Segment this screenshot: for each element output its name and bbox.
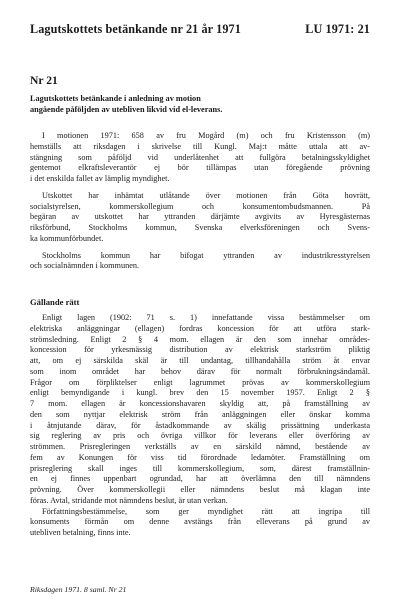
text-line: att, om ej särskilda skäl är till undantag, tillhandahålla ström åt envar bbox=[30, 356, 370, 365]
text-line: i det enskilda fallet av lämplig myndighet. bbox=[30, 174, 170, 183]
text-line: och socialnämnden i kommunen. bbox=[30, 261, 140, 271]
text-line: riksförbund, Stockholms kommun, Svenska elverksföreningen och Svens- bbox=[30, 223, 370, 232]
text-line: prisreglering skall inges till kommerskollegium, som, därest framställnin- bbox=[30, 463, 370, 473]
text-line: 7 mom. ellagen är koncessionshavaren skyldig att, på framställning av bbox=[30, 399, 370, 408]
text-line: som inom området har behov därav för normalt förbrukningsändamål. bbox=[30, 366, 370, 376]
section-heading: Gällande rätt bbox=[30, 297, 80, 307]
title-line: angående påföljden av utebliven likvid vid el-leverans. bbox=[30, 104, 223, 114]
text-line: strömsledning. Enligt 2 § 4 mom. ellagen är den som innehar områdes- bbox=[30, 334, 370, 344]
text-line: stängning som påföljd vid underlåtenhet att fullgöra betalningsskyldighet bbox=[30, 152, 370, 162]
text-line: Stockholms kommun har bifogat yttranden av industrikresstyrelsen bbox=[42, 250, 370, 260]
header-title: Lagutskottets betänkande nr 21 år 1971 bbox=[30, 22, 241, 36]
text-line: prövning. Över kommerskollegii eller nämndens beslut må klagan inte bbox=[30, 485, 370, 494]
paragraph bbox=[30, 191, 370, 245]
title-line: Lagutskottets betänkande i anledning av motion bbox=[30, 94, 201, 103]
text-line: föras. Avtal, stridande mot nämndens beslut, är utan verkan. bbox=[30, 495, 228, 505]
text-line: elektriska anläggningar (ellagen) fordras koncession för att utföra stark- bbox=[30, 323, 370, 333]
text-line: sig reglering av pris och övriga villkor för leverans eller överföring av bbox=[30, 431, 370, 441]
text-line: koncession för yrkesmässig distribution av elektrisk starkström pliktig bbox=[30, 345, 370, 355]
text-line: den som nyttjar elektrisk ström från anläggningen eller önskar komma bbox=[30, 409, 370, 419]
text-line: hemställs att riksdagen i skrivelse till Kungl. Maj:t måtte uttala att av- bbox=[30, 141, 370, 151]
text-line: Enligt lagen (1902: 71 s. 1) innefattande vissa bestämmelser om bbox=[42, 313, 370, 322]
running-header bbox=[30, 22, 370, 37]
text-line: utebliven betalning, finns inte. bbox=[30, 528, 131, 537]
page-footer: Riksdagen 1971. 8 saml. Nr 21 bbox=[30, 585, 127, 594]
text-line: socialstyrelsen, kommerskollegium och konsumentombudsmannen. På bbox=[30, 201, 370, 211]
text-line: strömmen. Prisregleringen verkställs av en särskild nämnd, bestående av bbox=[30, 442, 370, 451]
intro-body bbox=[30, 131, 370, 278]
text-line: Frågor om förpliktelser enligt lagrummet prövas av kommerskollegium bbox=[30, 377, 370, 387]
text-line: en ej finnes uppenbart ogrundad, har att överlämna den till nämndens bbox=[30, 474, 370, 484]
text-line: I motionen 1971: 658 av fru Mogård (m) och fru Kristensson (m) bbox=[42, 131, 370, 140]
header-reference: LU 1971: 21 bbox=[305, 22, 370, 36]
text-line: Författningsbestämmelse, som ger myndighet rätt att ingripa till bbox=[42, 506, 370, 516]
paragraph bbox=[30, 131, 370, 185]
text-line: i åtnjutande därav, för åstadkommande av skälig prissättning underkasta bbox=[30, 420, 370, 430]
text-line: Utskottet har inhämtat utlåtande över motionen från Göta hovrätt, bbox=[42, 190, 370, 200]
paragraph bbox=[30, 251, 370, 273]
text-line: gentemot elkraftsleverantör ej bör tillämpas utan föregående prövning bbox=[30, 163, 370, 173]
report-title bbox=[30, 94, 360, 115]
text-line: konsuments förmån om denne avstängs från elleverans på grund av bbox=[30, 517, 370, 527]
text-line: enligt bemyndigande i kungl. brev den 15 november 1957. Enligt 2 § bbox=[30, 388, 370, 398]
text-line: fem av Konungen för viss tid förordnade ledamöter. Framställning om bbox=[30, 452, 370, 462]
text-line: begäran av utskottet har yttranden därjämte avgivits av Hyresgästernas bbox=[30, 212, 370, 222]
section-body bbox=[30, 313, 370, 539]
text-line: ka kommunförbundet. bbox=[30, 233, 104, 243]
report-number: Nr 21 bbox=[30, 74, 58, 87]
